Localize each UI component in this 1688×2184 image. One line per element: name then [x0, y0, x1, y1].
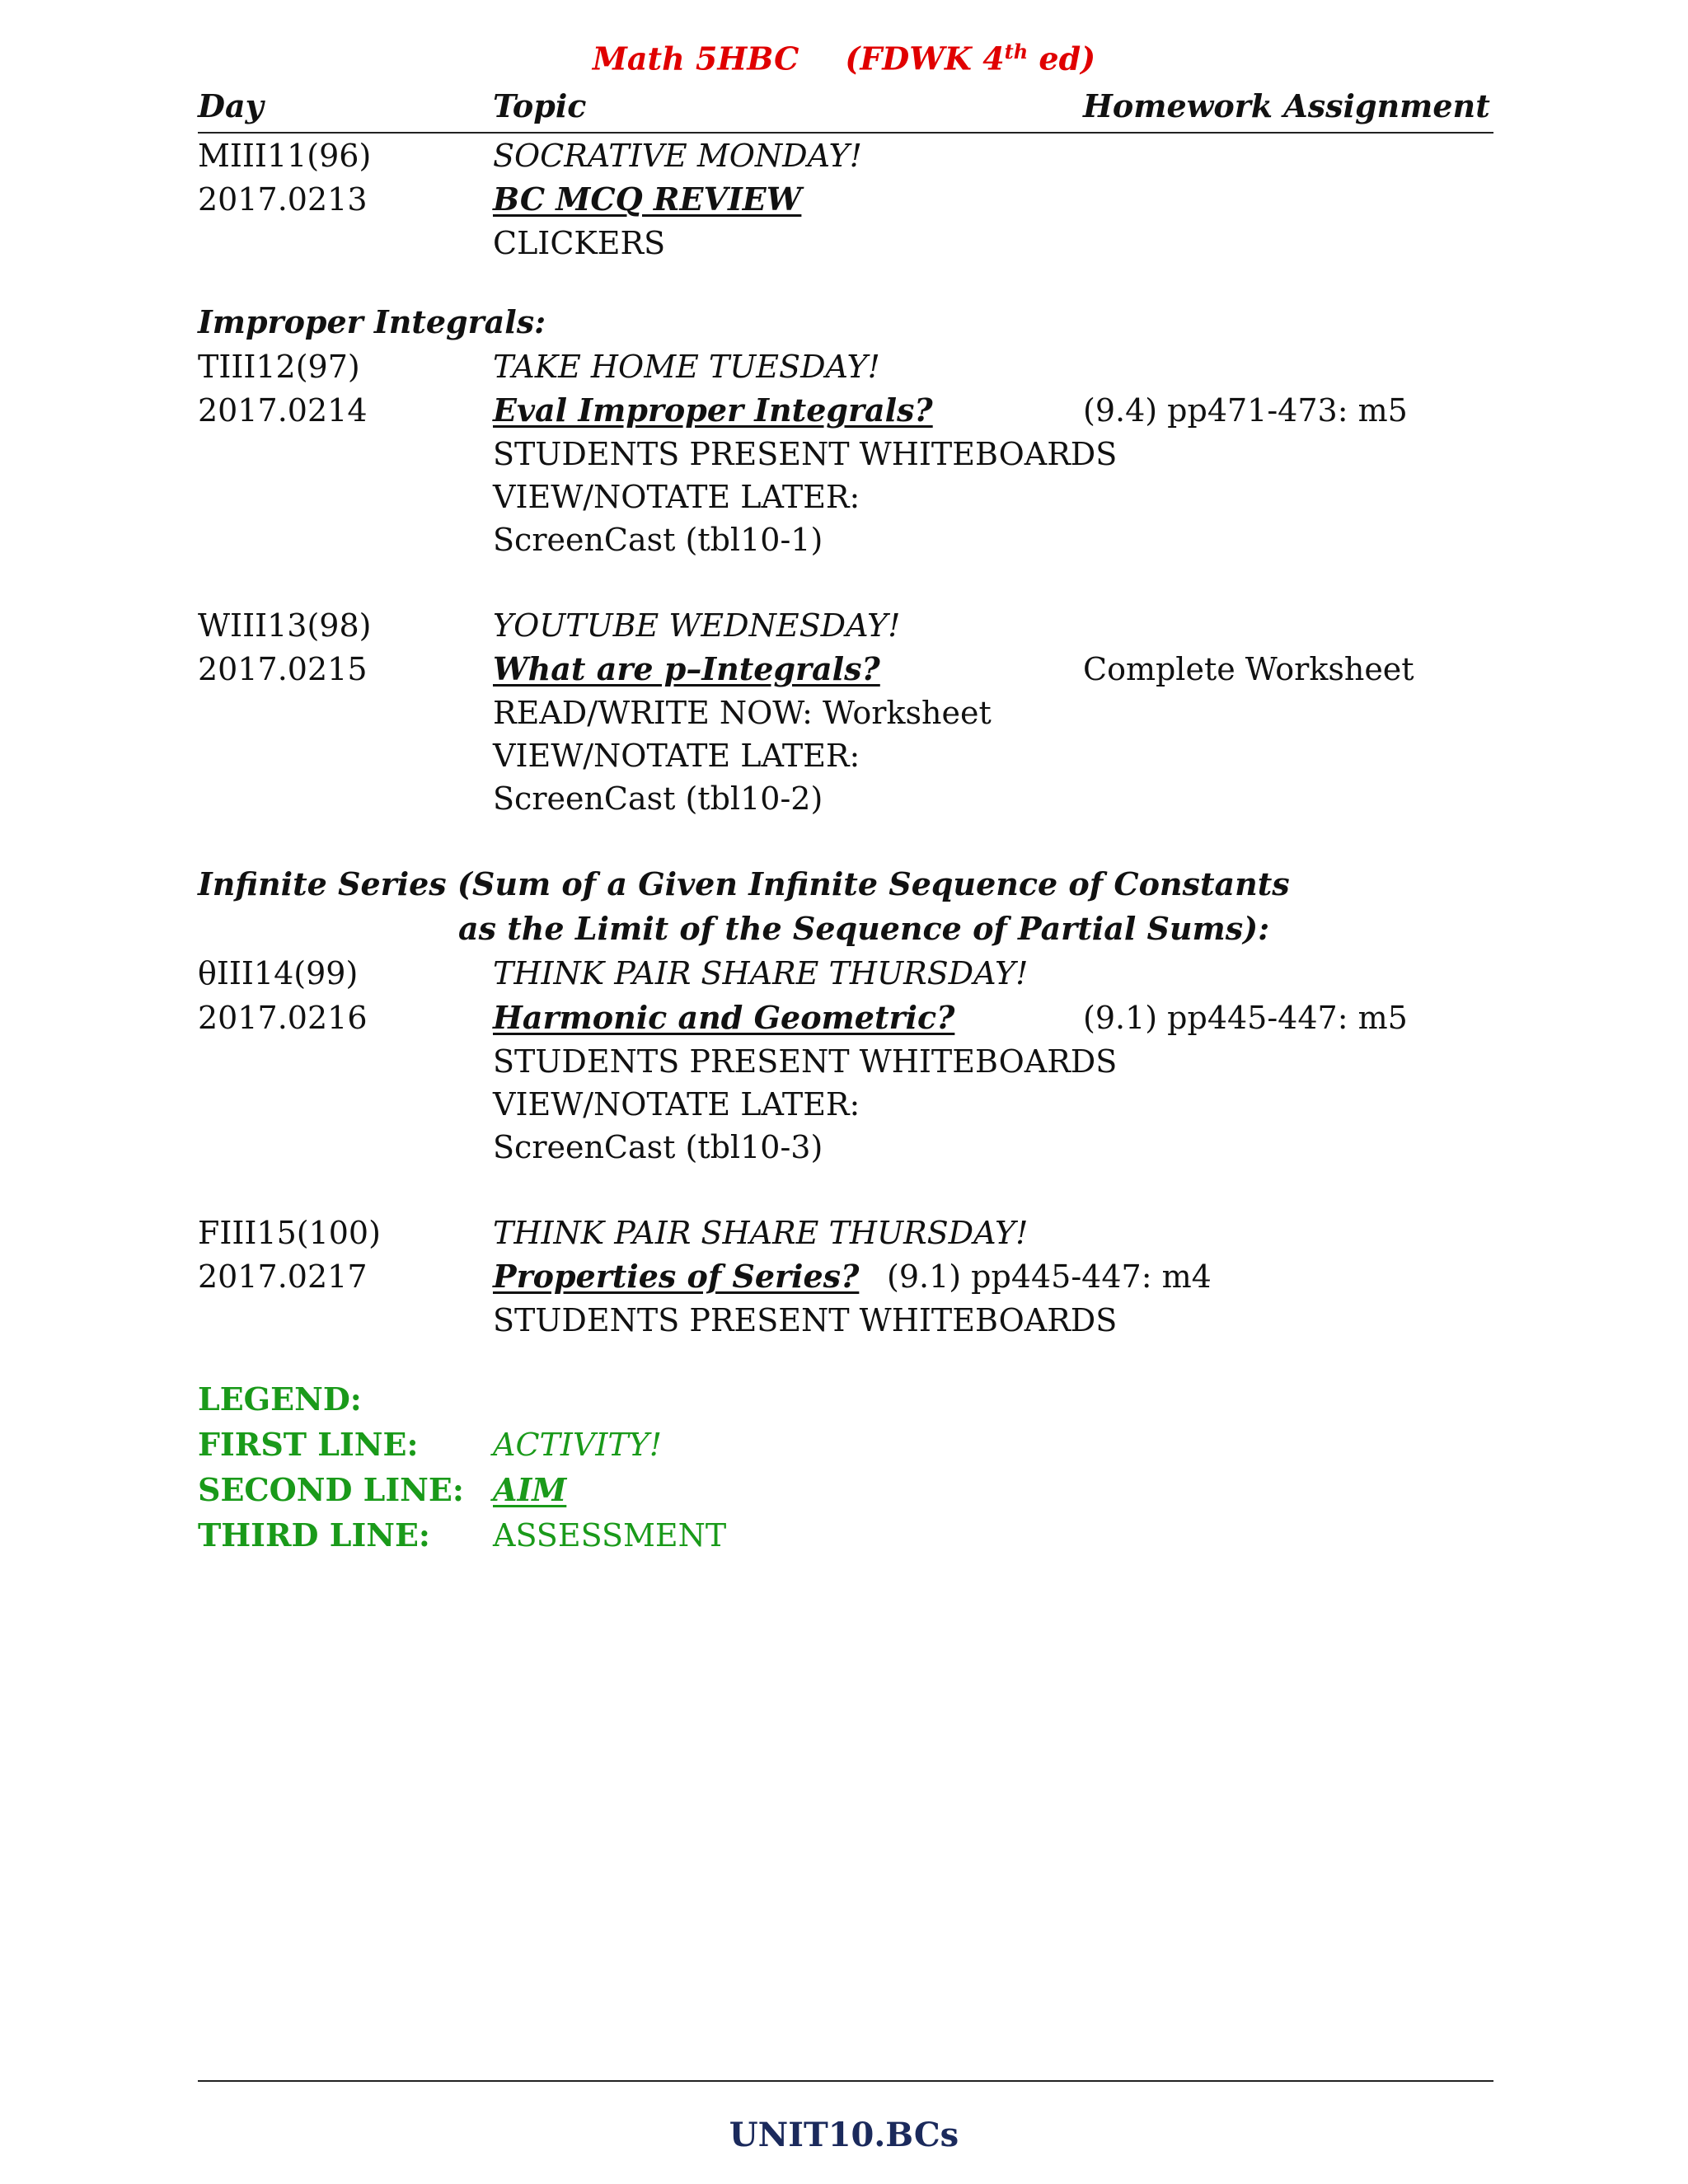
header-day: Day — [198, 87, 264, 124]
entry3-line4: VIEW/NOTATE LATER: — [493, 738, 860, 774]
entry3-day-code: WIII13(98) — [198, 607, 372, 644]
entry4-line5: ScreenCast (tbl10-3) — [493, 1129, 823, 1165]
entry5-activity: THINK PAIR SHARE THURSDAY! — [493, 1215, 1029, 1251]
entry4-date: 2017.0216 — [198, 1000, 368, 1036]
entry3-activity: YOUTUBE WEDNESDAY! — [493, 607, 901, 644]
entry1-date: 2017.0213 — [198, 181, 368, 218]
section2-title-line2: as the Limit of the Sequence of Partial Sums): — [458, 910, 1270, 947]
entry3-line5: ScreenCast (tbl10-2) — [493, 780, 823, 817]
entry4-day-code: θIII14(99) — [198, 955, 359, 991]
entry5-line3: STUDENTS PRESENT WHITEBOARDS — [493, 1302, 1118, 1338]
entry5-day-code: FIII15(100) — [198, 1215, 381, 1251]
entry2-day-code: TIII12(97) — [198, 349, 360, 385]
entry2-homework: (9.4) pp471-473: m5 — [1083, 392, 1408, 429]
entry5-date: 2017.0217 — [198, 1258, 368, 1295]
header-rule — [198, 132, 1493, 134]
entry2-aim: Eval Improper Integrals? — [493, 391, 933, 429]
legend-second-value: AIM — [493, 1471, 567, 1508]
legend-title: LEGEND: — [198, 1380, 362, 1418]
entry3-aim: What are p–Integrals? — [493, 650, 880, 687]
edition-sup: th — [1004, 40, 1029, 63]
section2-title-line1: Infinite Series (Sum of a Given Infinite Sequence of Constants — [198, 865, 1290, 902]
entry2-date: 2017.0214 — [198, 392, 368, 429]
legend-third-value: ASSESSMENT — [493, 1517, 727, 1554]
entry4-aim: Harmonic and Geometric? — [493, 999, 955, 1036]
entry1-assessment: CLICKERS — [493, 225, 666, 261]
entry4-line4: VIEW/NOTATE LATER: — [493, 1086, 860, 1122]
entry4-homework: (9.1) pp445-447: m5 — [1083, 1000, 1408, 1036]
document-title — [0, 40, 1688, 77]
entry2-activity: TAKE HOME TUESDAY! — [493, 349, 880, 385]
entry1-day-code: MIII11(96) — [198, 138, 372, 174]
entry2-line3: STUDENTS PRESENT WHITEBOARDS — [493, 436, 1118, 472]
header-topic: Topic — [493, 87, 587, 124]
legend-first-value: ACTIVITY! — [493, 1427, 663, 1463]
entry5-homework: (9.1) pp445-447: m4 — [887, 1258, 1212, 1295]
edition-pre: (FDWK 4 — [845, 40, 1005, 77]
entry5-aim: Properties of Series? — [493, 1258, 860, 1295]
legend-first-label: FIRST LINE: — [198, 1426, 419, 1463]
entry2-line4: VIEW/NOTATE LATER: — [493, 479, 860, 515]
entry1-activity: SOCRATIVE MONDAY! — [493, 138, 862, 174]
entry2-line5: ScreenCast (tbl10-1) — [493, 522, 823, 558]
entry3-line3: READ/WRITE NOW: Worksheet — [493, 695, 992, 731]
entry3-date: 2017.0215 — [198, 651, 368, 687]
legend-second-label: SECOND LINE: — [198, 1471, 464, 1508]
footer-rule — [198, 2080, 1493, 2082]
entry3-homework: Complete Worksheet — [1083, 651, 1414, 687]
footer-unit: UNIT10.BCs — [729, 2116, 959, 2154]
course-name: Math 5HBC — [592, 40, 799, 77]
legend-third-label: THIRD LINE: — [198, 1516, 430, 1554]
entry1-aim: BC MCQ REVIEW — [493, 180, 802, 218]
entry4-activity: THINK PAIR SHARE THURSDAY! — [493, 955, 1029, 991]
edition-post: ed) — [1028, 40, 1096, 77]
section1-title: Improper Integrals: — [198, 303, 546, 340]
entry4-line3: STUDENTS PRESENT WHITEBOARDS — [493, 1043, 1118, 1080]
header-homework: Homework Assignment — [1083, 87, 1490, 124]
